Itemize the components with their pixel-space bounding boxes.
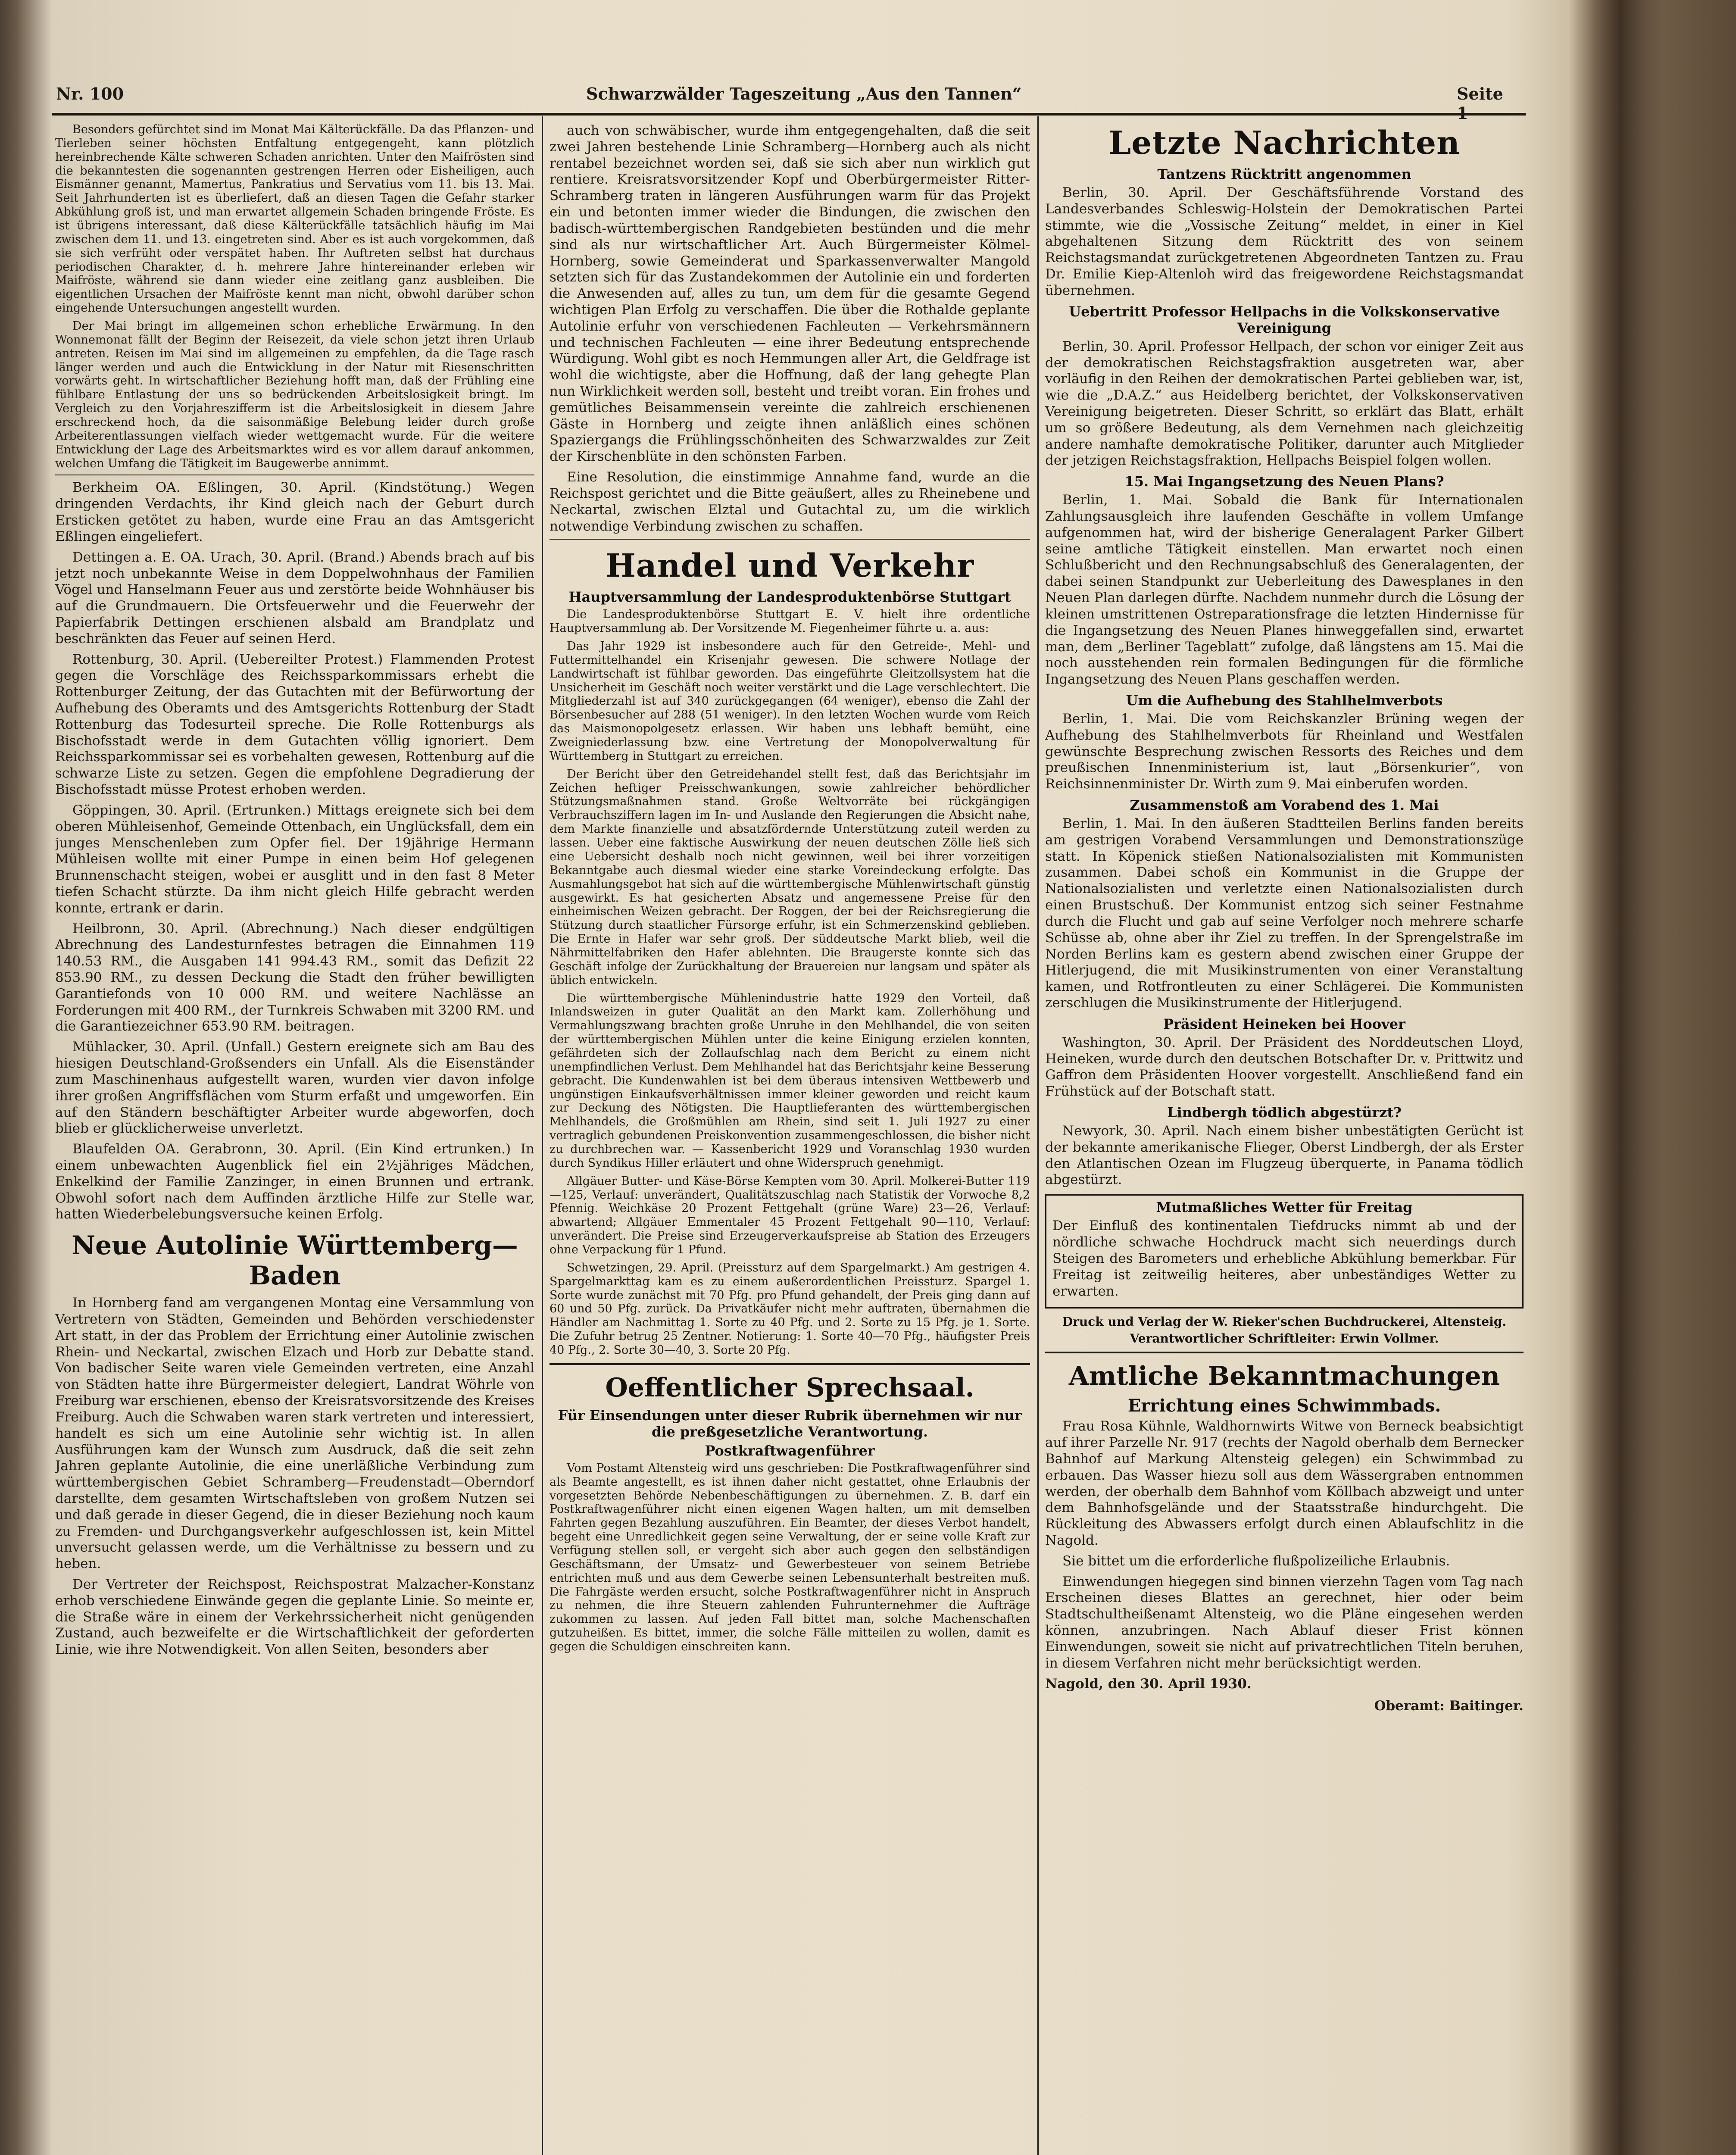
news-zusammenstoss: Berlin, 1. Mai. In den äußeren Stadtteilen Berlins fanden bereits am gestrigen Vorabend Versammlungen und Demonstrationszüge statt. In Köpenick stießen Nationalsozialisten mit Kommunisten zusammen. Dabei schoß ein Kommunist in die Gruppe der Nationalsozialisten und verletzte einen Nationalsozialisten durch einen Brustschuß. Der Kommunist entzog sich seiner Festnahme durch die Flucht und gab auf seine Verfolger noch mehrere scharfe Schüsse ab, ohne aber ihr Ziel zu treffen. In der Sprengelstraße im Norden Berlins kam es gestern abend zwischen einer Gruppe der Hitlerjugend, die mit Musikinstrumenten von einer Veranstaltung kamen, und Rotfrontleuten zu einer Schlägerei. Die Kommunisten zerschlugen die Musikinstrumente der Hitlerjugend.: [1045, 816, 1524, 1011]
column-2: [550, 123, 1030, 2155]
news-goeppingen: Göppingen, 30. April. (Ertrunken.) Mittags ereignete sich bei dem oberen Mühleisenhof, Gemeinde Ottenbach, ein Unglücksfall, dem ein junges Menschenleben zum Opfer fiel. Der 19jährige Hermann Mühleisen wollte mit einer Pumpe in einen beim Hof gelegenen Brunnenschacht steigen, wobei er ausglitt und in den fast 8 Meter tiefen Schacht stürzte. Da ihm nicht gleich Hilfe gebracht werden konnte, ertrank er darin.: [55, 802, 534, 916]
article-boerse-intro: Die Landesproduktenbörse Stuttgart E. V. hielt ihre ordentliche Hauptversammlung ab. Der Vorsitzende M. Fiegenheimer führte u. a. aus:: [550, 608, 1030, 635]
subhead-stahlhelm: Um die Aufhebung des Stahlhelmverbots: [1126, 692, 1443, 709]
news-rottenburg: Rottenburg, 30. April. (Uebereilter Protest.) Flammenden Protest gegen die Vorschläge des Reichssparkommissars erhebt die Rottenburger Zeitung, der das Gutachten mit der Befürwortung der Aufhebung des Oberamts und des Amtsgerichts Rottenburg der Stadt Rottenburg das Todesurteil spreche. Die Rolle Rottenburgs als Bischofsstadt werde in dem Gutachten völlig ignoriert. Dem Reichssparkommissar sei es vorbehalten gewesen, Rottenburg auf die schwarze Liste zu setzen. Gegen die empfohlene Degradierung der Bischofsstadt müsse Protest erhoben werden.: [55, 651, 534, 798]
notice-date: Nagold, den 30. April 1930.: [1045, 1676, 1252, 1692]
headline-amtliche: Amtliche Bekanntmachungen: [1068, 1361, 1500, 1392]
article-boerse-3: Die württembergische Mühlenindustrie hatte 1929 den Vorteil, daß Inlandsweizen in guter Qualität an den Markt kam. Zollerhöhung und Vermahlungszwang brachten große Unruhe in den Mehlhandel, die von seiten der württembergischen Mühlen unter die keine Einigung erzielen konnten, gefährdeten sich der Zollaufschlag nach dem Bericht zu einem nicht unempfindlichen Verlust. Dem Mehlhandel hat das Berichtsjahr keine Besserung gebracht. Die Kundenwahlen ist bei dem überaus intensiven Wettbewerb und ungünstigen Einkaufsverhältnissen immer kleiner geworden und reicht kaum zur Deckung des Nötigsten. Die Hauptlieferanten des württembergischen Mehlhandels, die Großmühlen am Rhein, sind seit 1. Juli 1927 zu einer vertraglich gebundenen Preiskonvention zusammengeschlossen, die bisher nicht zu durchbrechen war. — Kassenbericht 1929 und Voranschlag 1930 wurden durch Syndikus Hiller erläutert und ohne Widerspruch genehmigt.: [550, 991, 1030, 1170]
subhead-zusammenstoss: Zusammenstoß am Vorabend des 1. Mai: [1130, 797, 1439, 813]
article-kempten: Allgäuer Butter- und Käse-Börse Kempten vom 30. April. Molkerei-Butter 119—125, Verlauf: unverändert, Qualitätszuschlag nach Statistik der Vorwoche 8,2 Pfennig. Weichkäse 20 Prozent Fettgehalt (grüne Ware) 23—26, Verlauf: abwartend; Allgäuer Emmentaler 45 Prozent Fettgehalt 90—110, Verlauf: unverändert. Die Preise sind Erzeugerverkaufspreise ab Station des Erzeugers ohne Verpackung für 1 Pfund.: [550, 1174, 1030, 1256]
news-muehlacker: Mühlacker, 30. April. (Unfall.) Gestern ereignete sich am Bau des hiesigen Deutschland-Großsenders ein Unfall. Als die Eisenständer zum Maschinenhaus aufgestellt waren, wurden vier davon infolge ihrer großen Angriffsflächen vom Sturm erfaßt und umgeworfen. Ein auf den Ständern beschäftigter Arbeiter wurde abgeworfen, doch blieb er glücklicherweise unverletzt.: [55, 1039, 534, 1137]
subhead-landesproduktenboerse: Hauptversammlung der Landesproduktenbörse Stuttgart: [568, 589, 1011, 606]
article-autolinie: In Hornberg fand am vergangenen Montag eine Versammlung von Vertretern von Städten, Gemeinden und Behörden verschiedenster Art statt, in der das Problem der Errichtung einer Autolinie zwischen Rhein- und Neckartal, zwischen Elzach und Horb zur Debatte stand. Von badischer Seite waren viele Gemeinden vertreten, eine Anzahl von Städten hatte ihre Bürgermeister delegiert, Landrat Wöhrle von Freiburg war erschienen, ebenso der Kreisratsvorsitzende des Kreises Freiburg. Auch die Schwaben waren stark vertreten und interessiert, handelt es sich um eine Autolinie sehr wichtig ist. In allen Ausführungen kam der Wunsch zum Ausdruck, daß die seit zehn Jahren geplante Autolinie, die eine unerläßliche Verbindung zum württembergischen Gebiet Schramberg—Freudenstadt—Oberndorf darstellte, dem gesamten Wirtschaftsleben von großem Nutzen sei und daß gerade in dieser Gegend, die in dieser Beziehung noch kaum zu Fremden- und Durchgangsverkehr aufgeschlossen ist, kein Mittel unversucht gelassen werde, um die Verhältnisse zu bessern und zu heben.: [55, 1295, 534, 1572]
weather-text: Der Einfluß des kontinentalen Tiefdrucks nimmt ab und der nördliche schwache Hochdruck macht sich neuerdings durch Steigen des Barometers und erhebliche Abkühlung bemerkbar. Für Freitag ist zeitweilig heiteres, aber unbeständiges Wetter zu erwarten.: [1052, 1218, 1516, 1299]
notice-schwimmbad: Frau Rosa Kühnle, Waldhornwirts Witwe von Berneck beabsichtigt auf ihrer Parzelle Nr. 917 (rechts der Nagold oberhalb dem Bernecker Bahnhof auf Markung Altensteig gelegen) ein Schwimmbad zu erbauen. Das Wasser hiezu soll aus dem Wässergraben entnommen werden, der oberhalb dem Bahnhof vom Köllbach abzweigt und unter dem Bahnhofsgelände und der Staatsstraße hindurchgeht. Die Rückleitung des Abwassers erfolgt durch einen Ablaufschlitz in die Nagold.: [1045, 1418, 1524, 1548]
imprint-druck: Druck und Verlag der W. Rieker'schen Buchdruckerei, Altensteig.: [1062, 1315, 1507, 1329]
page-label: Seite: [1457, 84, 1503, 103]
news-stahlhelm: Berlin, 1. Mai. Die vom Reichskanzler Brüning wegen der Aufhebung des Stahlhelmverbots für Rheinland und Westfalen gewünschte Besprechung zwischen Ressorts des Reiches und dem preußischen Innenministerium ist, laut „Börsenkurier“, von Reichsinnenminister Dr. Wirth zum 9. Mai einberufen worden.: [1045, 711, 1524, 792]
paper-title: Schwarzwälder Tageszeitung „Aus den Tannen“: [586, 84, 1022, 103]
subhead-neuer-plan: 15. Mai Ingangsetzung des Neuen Plans?: [1124, 473, 1444, 490]
headline-letzte-nachrichten: Letzte Nachrichten: [1108, 125, 1460, 162]
column-rule-2: [1037, 116, 1039, 2155]
article-maifroeste: Besonders gefürchtet sind im Monat Mai Kälterückfälle. Da das Pflanzen- und Tierleben seiner höchsten Entfaltung entgegengeht, kann plötzlich hereinbrechende Kälte schweren Schaden anrichten. Unter den Maifrösten sind die bekanntesten die sogenannten gestrengen Herren oder Eisheiligen, auch Eismänner genannt, Mamertus, Pankratius und Servatius vom 11. bis 13. Mai. Seit Jahrhunderten ist es überliefert, daß an diesen Tagen die Gefahr starker Abkühlung groß ist, und man erwartet allgemein Schaden bringende Fröste. Es ist übrigens interessant, daß diese Kälterückfälle tatsächlich häufig im Mai zwischen dem 11. und 13. eingetreten sind. Aber es ist auch vorgekommen, daß sie sich verfrüht oder verspätet haben. Ihr Auftreten selbst hat durchaus periodischen Charakter, d. h. mehrere Jahre hintereinander erleben wir Maifröste, während sie dann wieder eine zeitlang ganz ausbleiben. Die eigentlichen Ursachen der Maifröste kennt man nicht, obwohl darüber schon eingehende Untersuchungen angestellt wurden.: [55, 123, 534, 315]
article-boerse-1: Das Jahr 1929 ist insbesondere auch für den Getreide-, Mehl- und Futtermittelhandel ein Krisenjahr gewesen. Die schwere Notlage der Landwirtschaft ist fühlbar geworden. Das eingeführte Gleitzollsystem hat die Unsicherheit im Geschäft noch weiter verstärkt und die Lage verschlechtert. Die Mitgliederzahl ist auf 340 zurückgegangen (64 weniger), ebenso die Zahl der Börsenbesucher auf 288 (51 weniger). In den letzten Wochen wurde vom Reich das Maismonopolgesetz erlassen. Wir haben uns lebhaft bemüht, eine Zweigniederlassung bzw. eine Vertretung der Monopolverwaltung für Württemberg in Stuttgart zu erreichen.: [550, 640, 1030, 763]
headline-autolinie: Neue Autolinie Württemberg—Baden: [72, 1231, 518, 1291]
news-heilbronn: Heilbronn, 30. April. (Abrechnung.) Nach dieser endgültigen Abrechnung des Landesturnfestes betragen die Einnahmen 119 140.53 RM., die Ausgaben 141 994.43 RM., somit das Defizit 22 853.90 RM., zu dessen Deckung die Stadt den früher bewilligten Garantiefonds von 10 000 RM. und weitere Nachlässe an Forderungen mit 400 RM., der Turnkreis Schwaben mit 3200 RM. und die Garantiezeichner 653.90 RM. beitragen.: [55, 921, 534, 1034]
subhead-heineken: Präsident Heineken bei Hoover: [1163, 1015, 1405, 1032]
headline-handel: Handel und Verkehr: [605, 547, 974, 585]
news-blaufelden: Blaufelden OA. Gerabronn, 30. April. (Ein Kind ertrunken.) In einem unbewachten Augenblick fiel ein 2½jähriges Mädchen, Enkelkind der Familie Zanzinger, in einen Brunnen und ertrank. Obwohl sofort nach dem Auffinden ärztliche Hilfe zur Stelle war, hatten Wiederbelebungsversuche keinen Erfolg.: [55, 1141, 534, 1222]
weather-box: [1045, 1194, 1524, 1309]
notice-erlaubnis: Sie bittet um die erforderliche flußpolizeiliche Erlaubnis.: [1062, 1553, 1450, 1569]
article-autolinie-cont: auch von schwäbischer, wurde ihm entgegengehalten, daß die seit zwei Jahren bestehende Linie Schramberg—Hornberg auch als nicht rentabel bezeichnet worden sei, daß sie sich aber nun wirklich gut rentiere. Kreisratsvorsitzender Kopf und Oberbürgermeister Ritter-Schramberg traten in längeren Ausführungen warm für das Projekt ein und betonten immer wieder die Bindungen, die zwischen den badisch-württembergischen Randgebieten bestünden und die mehr sind als nur wirtschaftlicher Art. Auch Bürgermeister Kölmel-Hornberg, sowie Gemeinderat und Sparkassenverwalter Mangold setzten sich für das Zustandekommen der Autolinie ein und forderten die Anwesenden auf, alles zu tun, um dem für die gesamte Gegend wichtigen Plan Erfolg zu verschaffen. Die über die Rothalde geplante Autolinie erfuhr von verschiedenen Fachleuten — Verkehrsmännern und technischen Fachleuten — eine ihrer Bedeutung entsprechende Würdigung. Wohl gibt es noch Hemmungen aller Art, die Geldfrage ist wohl die wichtigste, aber die Hoffnung, daß der lang gehegte Plan nun Wirklichkeit werden soll, besteht und treibt voran. Ein frohes und gemütliches Beisammensein vereinte die zahlreich erschienenen Gäste in Hornberg und zeigte ihnen anläßlich eines schönen Spaziergangs die Frühlingsschönheiten des Schwarzwaldes zur Zeit der Kirschenblüte in den schönsten Farben.: [550, 123, 1030, 465]
article-autolinie-2: Der Vertreter der Reichspost, Reichspostrat Malzacher-Konstanz erhob verschiedene Einwände gegen die geplante Linie. So meinte er, die Straße wäre in einem der Verkehrssicherheit nicht genügenden Zustand, auch bezweifelte er die Wirtschaftlichkeit der geforderten Linie, wie ihre Notwendigkeit. Von allen Seiten, besonders aber: [55, 1577, 534, 1658]
news-hellpach: Berlin, 30. April. Professor Hellpach, der schon vor einiger Zeit aus der demokratischen Reichstagsfraktion ausgetreten war, aber vorläufig in den Reihen der demokratischen Partei geblieben war, ist, wie die „D.A.Z.“ aus Heidelberg berichtet, der Volkskonservativen Vereinigung beigetreten. Dieser Schritt, so erklärt das Blatt, erhält um so größere Bedeutung, als dem Vernehmen nach gleichzeitig andere namhafte demokratische Politiker, darunter auch Mitglieder der jetzigen Reichstagsfraktion, Hellpachs Beispiel folgen wollen.: [1045, 338, 1524, 468]
news-berkheim: Berkheim OA. Eßlingen, 30. April. (Kindstötung.) Wegen dringenden Verdachts, ihr Kind gleich nach der Geburt durch Ersticken getötet zu haben, wurde eine Frau an das Amtsgericht Eßlingen eingeliefert.: [55, 480, 534, 544]
notice-signature: Oberamt: Baitinger.: [1374, 1698, 1524, 1714]
subhead-postkraftwagenfuehrer: Postkraftwagenführer: [705, 1442, 875, 1459]
news-neuer-plan: Berlin, 1. Mai. Sobald die Bank für Internationalen Zahlungsausgleich ihre laufenden Geschäfte in vollem Umfange aufgenommen hat, wird der bisherige Generalagent Parker Gilbert seine amtliche Tätigkeit einstellen. Man erwartet noch einen Schlußbericht und den Rechnungsabschluß des Generalagenten, der dabei seinen Standpunkt zur Ueberleitung des Dawesplanes in den Neuen Plan darlegen dürfte. Nachdem nunmehr durch die Lösung der kleinen umstrittenen Ostreparationsfrage die letzten Hindernisse für die Ingangsetzung des Neuen Planes hinweggefallen sind, erwartet man, dem „Berliner Tageblatt“ zufolge, daß längstens am 15. Mai die noch ausstehenden rein formalen Bedingungen für die förmliche Ingangsetzung des Neuen Plans geschaffen werden.: [1045, 492, 1524, 687]
notice-einwendungen: Einwendungen hiegegen sind binnen vierzehn Tagen vom Tag nach Erscheinen dieses Blattes an gerechnet, hier oder beim Stadtschultheißenamt Altensteig, wo die Pläne eingesehen werden können, anzubringen. Nach Ablauf dieser Frist können Einwendungen, soweit sie nicht auf privatrechtlichen Titeln beruhen, in diesem Verfahren nicht mehr berücksichtigt werden.: [1045, 1574, 1524, 1671]
subhead-lindbergh: Lindbergh tödlich abgestürzt?: [1167, 1104, 1402, 1121]
binding-edge: [1595, 0, 1736, 2155]
article-postkraftwagen: Vom Postamt Altensteig wird uns geschrieben: Die Postkraftwagenführer sind als Beamte angestellt, es ist ihnen daher nicht gestattet, ohne Erlaubnis der vorgesetzten Behörde Nebenbeschäftigungen zu übernehmen. Z. B. darf ein Postkraftwagenführer nicht einen eigenen Wagen halten, um mit demselben Fahrten gegen Bezahlung auszuführen. Ein Beamter, der dieses Verbot handelt, begeht eine Unredlichkeit gegen seine Verwaltung, der er seine volle Kraft zur Verfügung stellen soll, er vergeht sich aber auch gegen den selbständigen Geschäftsmann, der Umsatz- und Gewerbesteuer von seinem Betriebe entrichten muß und aus dem Gewerbe seinen Lebensunterhalt bestreiten muß. Die Fahrgäste werden ersucht, solche Postkraftwagenführer nicht in Anspruch zu nehmen, die ihre Steuern zahlenden Fuhrunternehmer die Aufträge zukommen zu lassen. Auf jeden Fall bittet man, solche Machenschaften gutzuheißen. Es bittet, immer, die solche Fälle mitteilen zu wollen, damit es gegen die Schuldigen einschreiten kann.: [550, 1461, 1030, 1654]
article-resolution: Eine Resolution, die einstimmige Annahme fand, wurde an die Reichspost gerichtet und die Bitte geäußert, alles zu Rheinebene und Neckartal, zwischen Elztal und Gutachtal zu, um die wirklich notwendige Verbindung zwischen zu schaffen.: [550, 469, 1030, 534]
sprechsaal-note: Für Einsendungen unter dieser Rubrik übernehmen wir nur die preßgesetzliche Verantwortung.: [558, 1407, 1022, 1440]
article-mai-erwaermung: Der Mai bringt im allgemeinen schon erhebliche Erwärmung. In den Wonnemonat fällt der Beginn der Reisezeit, da viele schon jetzt ihren Urlaub antreten. Reisen im Mai sind im allgemeinen zu empfehlen, da die Tage rasch länger werden und auch die Entwicklung in der Natur mit Riesenschritten vorwärts geht. In wirtschaftlicher Beziehung hofft man, daß der Frühling eine fühlbare Entlastung der uns so bedrückenden Arbeitslosigkeit bringt. Im Vergleich zu den Vorjahreszifferm ist die Arbeitslosigkeit in diesem Jahre erschreckend hoch, da die saisonmäßige Belebung leider durch große Arbeiterentlassungen vielfach wieder wettgemacht wurde. Für die weitere Entwicklung der Lage des Arbeitsmarktes wird es vor allem darauf ankommen, welchen Umfang die Tätigkeit im Baugewerbe annimmt.: [55, 319, 534, 470]
news-heineken: Washington, 30. April. Der Präsident des Norddeutschen Lloyd, Heineken, wurde durch den deutschen Botschafter Dr. v. Prittwitz und Gaffron dem Präsidenten Hoover vorgestellt. Anschließend fand ein Frühstück auf der Botschaft statt.: [1045, 1034, 1524, 1099]
column-rule-1: [542, 116, 543, 2155]
divider: [550, 539, 1030, 540]
headline-sprechsaal: Oeffentlicher Sprechsaal.: [605, 1372, 974, 1403]
page-number: Nr. 100: [56, 84, 124, 103]
news-dettingen: Dettingen a. E. OA. Urach, 30. April. (Brand.) Abends brach auf bis jetzt noch unbekannte Weise in dem Doppelwohnhaus der Familien Vögel und Hanselmann Feuer aus und zerstörte beide Wohnhäuser bis auf die Grundmauern. Die Ortsfeuerwehr und die Feuerwehr der Papierfabrik Dettingen erschienen alsbald am Brandplatz und beschränkten das Feuer auf seinen Herd.: [55, 549, 534, 646]
article-boerse-2: Der Bericht über den Getreidehandel stellt fest, daß das Berichtsjahr im Zeichen heftiger Preisschwankungen, sowie zahlreicher behördlicher Stützungsmaßnahmen stand. Große Weltvorräte bei rückgängigen Verbrauchsziffern lagen im In- und Auslande den Regierungen die Absicht nahe, dem Markte finanzielle und absatzfördernde Unterstützung zuteil werden zu lassen. Ueber eine faktische Auswirkung der neuen deutschen Zölle ließ sich eine Uebersicht deshalb noch nicht gewinnen, weil bei ihrer vorzeitigen Bekanntgabe auch diesmal wieder eine starke Voreindeckung erfolgte. Das Ausmahlungsgebot hat sich auf die württembergische Mühlenwirtschaft günstig ausgewirkt. Es hat gesicherten Absatz und angemessene Preise für den einheimischen Weizen gebracht. Der Roggen, der bei der Reichsregierung die Stützung durch staatlicher Fürsorge erfuhr, ist ein Schmerzenskind geblieben. Die Ernte in Hafer war sehr groß. Der süddeutsche Markt blieb, weil die Nährmittelfabriken den Hafer ablehnten. Die Braugerste konnte sich das Geschäft infolge der Zurückhaltung der Brauereien nur langsam und später als üblich entwickeln.: [550, 767, 1030, 987]
column-1: [55, 123, 534, 2155]
page-header: [56, 84, 1513, 110]
news-lindbergh: Newyork, 30. April. Nach einem bisher unbestätigten Gerücht ist der bekannte amerikanische Flieger, Oberst Lindbergh, der als Erster den Atlantischen Ozean im Flugzeug überquerte, in Panama tödlich abgestürzt.: [1045, 1123, 1524, 1188]
imprint-schriftleiter: Verantwortlicher Schriftleiter: Erwin Vollmer.: [1130, 1331, 1439, 1346]
column-3: [1045, 123, 1524, 2155]
header-rule: [52, 113, 1526, 116]
subhead-schwimmbad: Errichtung eines Schwimmbads.: [1127, 1396, 1441, 1416]
divider: [550, 1363, 1030, 1365]
divider: [1045, 1352, 1524, 1353]
article-schwetzingen: Schwetzingen, 29. April. (Preissturz auf dem Spargelmarkt.) Am gestrigen 4. Spargelmarkttag kam es zu einem außerordentlichen Preissturz. Spargel 1. Sorte wurde zunächst mit 70 Pfg. pro Pfund gehandelt, der Preis ging dann auf 60 und 50 Pfg. zurück. Da Privatkäufer nicht mehr auftraten, übernahmen die Händler am Nachmittag 1. Sorte zu 40 Pfg. und 2. Sorte zu 15 Pfg. je 1. Sorte. Die Zufuhr betrug 25 Zentner. Notierung: 1. Sorte 40—70 Pfg., häufigster Preis 40 Pfg., 2. Sorte 30—40, 3. Sorte 20 Pfg.: [550, 1261, 1030, 1357]
subhead-tantzen: Tantzens Rücktritt angenommen: [1157, 166, 1411, 182]
weather-title: Mutmaßliches Wetter für Freitag: [1156, 1199, 1413, 1216]
subhead-hellpach: Uebertritt Professor Hellpachs in die Volkskonservative Vereinigung: [1069, 303, 1500, 336]
news-tantzen: Berlin, 30. April. Der Geschäftsführende Vorstand des Landesverbandes Schleswig-Holstein der Demokratischen Partei stimmte, wie die „Vossische Zeitung“ meldet, in einer in Kiel abgehaltenen Sitzung dem Rücktritt des von seinem Reichstagsmandat zurückgetretenen Abgeordneten Tantzen zu. Frau Dr. Emilie Kiep-Altenloh wird das freigewordene Reichstagsmandat übernehmen.: [1045, 185, 1524, 298]
